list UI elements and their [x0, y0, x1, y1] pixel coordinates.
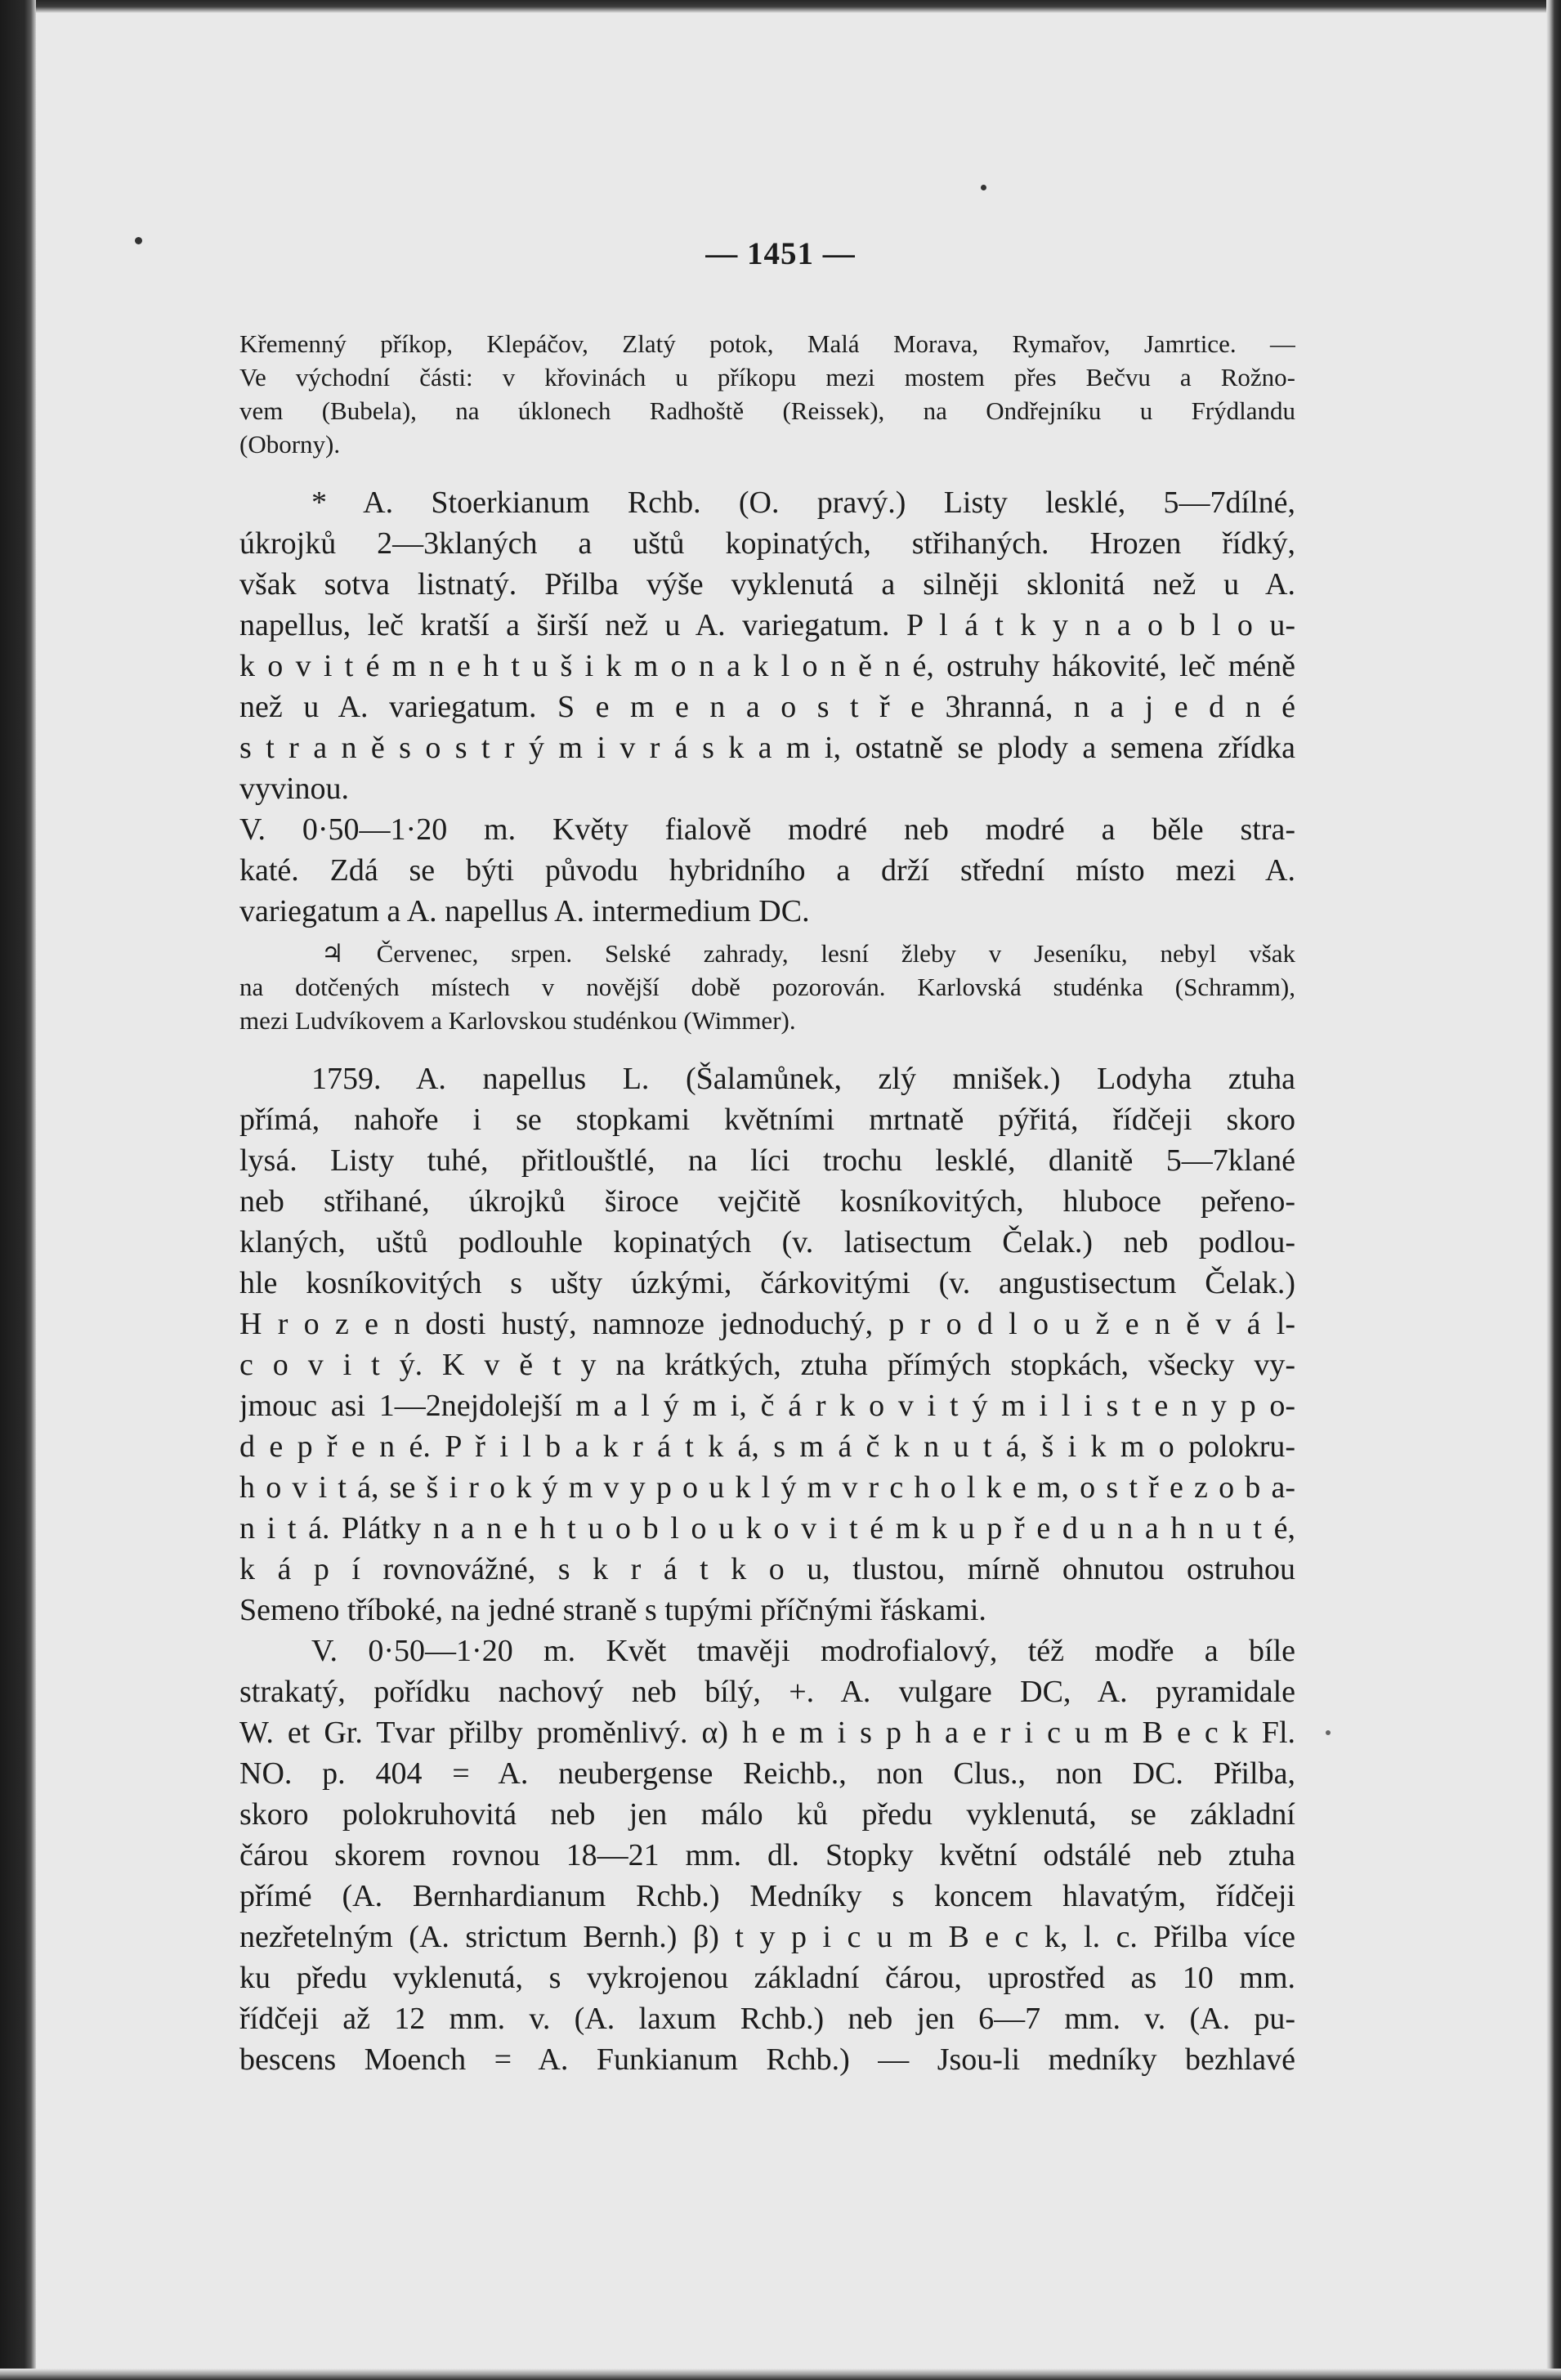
species-heading-line: * A. Stoerkianum Rchb. (O. pravý.) Listy lesklé, 5—7dílné,	[311, 485, 1295, 520]
text-line: lysá. Listy tuhé, přitlouštlé, na líci trochu lesklé, dlanitě 5—7klané	[239, 1143, 1295, 1178]
text-line: skoro polokruhovitá neb jen málo ků předu vyklenutá, se základní	[239, 1797, 1295, 1832]
text-line: klaných, uštů podlouhle kopinatých (v. latisectum Čelak.) neb podlou-	[239, 1225, 1295, 1259]
text-line: neb střihané, úkrojků široce vejčitě kosníkovitých, hluboce peřeno-	[239, 1184, 1295, 1219]
text-line: strakatý, pořídku nachový neb bílý, +. A. vulgare DC, A. pyramidale	[239, 1675, 1295, 1709]
text-line: NO. p. 404 = A. neubergense Reichb., non Clus., non DC. Přilba,	[239, 1756, 1295, 1791]
text-line: vem (Bubela), na úklonech Radhoště (Reissek), na Ondřejníku u Frýdlandu	[239, 396, 1295, 425]
text-line: jmouc asi 1—2nejdolejší m a l ý m i, č á r k o v i t ý m i l i s t e n y p o-	[239, 1389, 1295, 1423]
text-line: hle kosníkovitých s ušty úzkými, čárkovitými (v. angustisectum Čelak.)	[239, 1266, 1295, 1300]
text-line: k o v i t é m n e h t u š i k m o n a k l o n ě n é, ostruhy hákovité, leč méně	[239, 649, 1295, 683]
text-line: čárou skorem rovnou 18—21 mm. dl. Stopky květní odstálé neb ztuha	[239, 1838, 1295, 1872]
top-edge-shadow	[36, 0, 1561, 13]
text-line: katé. Zdá se býti původu hybridního a drží střední místo mezi A.	[239, 853, 1295, 888]
text-line: přímé (A. Bernhardianum Rchb.) Medníky s koncem hlavatým, řídčeji	[239, 1879, 1295, 1913]
text-line: ♃ Červenec, srpen. Selské zahrady, lesní žleby v Jeseníku, nebyl však	[321, 939, 1295, 968]
text-line: c o v i t ý. K v ě t y na krátkých, ztuha přímých stopkách, všecky vy-	[239, 1348, 1295, 1382]
text-line: s t r a n ě s o s t r ý m i v r á s k a m i, ostatně se plody a semena zřídka	[239, 731, 1295, 765]
text-line: však sotva listnatý. Přilba výše vyklenutá a silněji sklonitá než u A.	[239, 567, 1295, 602]
text-line: řídčeji až 12 mm. v. (A. laxum Rchb.) neb jen 6—7 mm. v. (A. pu-	[239, 2002, 1295, 2036]
body-text	[239, 327, 1295, 2080]
text-line: variegatum a A. napellus A. intermedium DC.	[239, 894, 810, 928]
text-line: h o v i t á, se š i r o k ý m v y p o u k l ý m v r c h o l k e m, o s t ř e z o b a-	[239, 1470, 1295, 1505]
text-line: vyvinou.	[239, 772, 350, 806]
text-line: d e p ř e n é. P ř i l b a k r á t k á, s m á č k n u t á, š i k m o polokru-	[239, 1429, 1295, 1464]
species-heading-line: 1759. A. napellus L. (Šalamůnek, zlý mnišek.) Lodyha ztuha	[311, 1062, 1295, 1096]
text-line: Ve východní části: v křovinách u příkopu mezi mostem přes Bečvu a Rožno-	[239, 363, 1295, 391]
bottom-edge-shadow	[0, 2369, 1561, 2380]
text-line: k á p í rovnovážné, s k r á t k o u, tlustou, mírně ohnutou ostruhou	[239, 1552, 1295, 1586]
text-line: přímá, nahoře i se stopkami květními mrtnatě pýřitá, řídčeji skoro	[239, 1103, 1295, 1137]
text-line: úkrojků 2—3klaných a uštů kopinatých, střihaných. Hrozen řídký,	[239, 526, 1295, 561]
text-line: bescens Moench = A. Funkianum Rchb.) — Jsou-li medníky bezhlavé	[239, 2042, 1295, 2077]
text-line: (Oborny).	[239, 430, 341, 459]
text-line: V. 0·50—1·20 m. Květy fialově modré neb modré a běle stra-	[239, 812, 1295, 847]
text-line: W. et Gr. Tvar přilby proměnlivý. α) h e m i s p h a e r i c u m B e c k Fl.	[239, 1716, 1295, 1750]
text-line: H r o z e n dosti hustý, namnoze jednoduchý, p r o d l o u ž e n ě v á l-	[239, 1307, 1295, 1341]
text-line: mezi Ludvíkovem a Karlovskou studénkou (Wimmer).	[239, 1006, 796, 1035]
text-line: než u A. variegatum. S e m e n a o s t ř e 3hranná, n a j e d n é	[239, 690, 1295, 724]
speck	[981, 185, 986, 190]
speck	[1326, 1730, 1331, 1735]
text-line: n i t á. Plátky n a n e h t u o b l o u k o v i t é m k u p ř e d u n a h n u t é,	[239, 1511, 1295, 1546]
text-line: V. 0·50—1·20 m. Květ tmavěji modrofialový, též modře a bíle	[311, 1634, 1295, 1668]
page-number: — 1451 —	[705, 236, 856, 271]
text-line: Křemenný příkop, Klepáčov, Zlatý potok, Malá Morava, Rymařov, Jamrtice. —	[239, 329, 1295, 358]
left-binding-shadow	[0, 0, 36, 2380]
text-line: ku předu vyklenutá, s vykrojenou základní čárou, uprostřed as 10 mm.	[239, 1961, 1295, 1995]
text-line: na dotčených místech v novější době pozorován. Karlovská studénka (Schramm),	[239, 973, 1295, 1001]
text-line: nezřetelným (A. strictum Bernh.) β) t y p i c u m B e c k, l. c. Přilba více	[239, 1920, 1295, 1954]
text-line: napellus, leč kratší a širší než u A. variegatum. P l á t k y n a o b l o u-	[239, 608, 1295, 642]
text-line: Semeno tříboké, na jedné straně s tupými příčnými řáskami.	[239, 1593, 986, 1627]
right-edge-shadow	[1546, 0, 1561, 2380]
